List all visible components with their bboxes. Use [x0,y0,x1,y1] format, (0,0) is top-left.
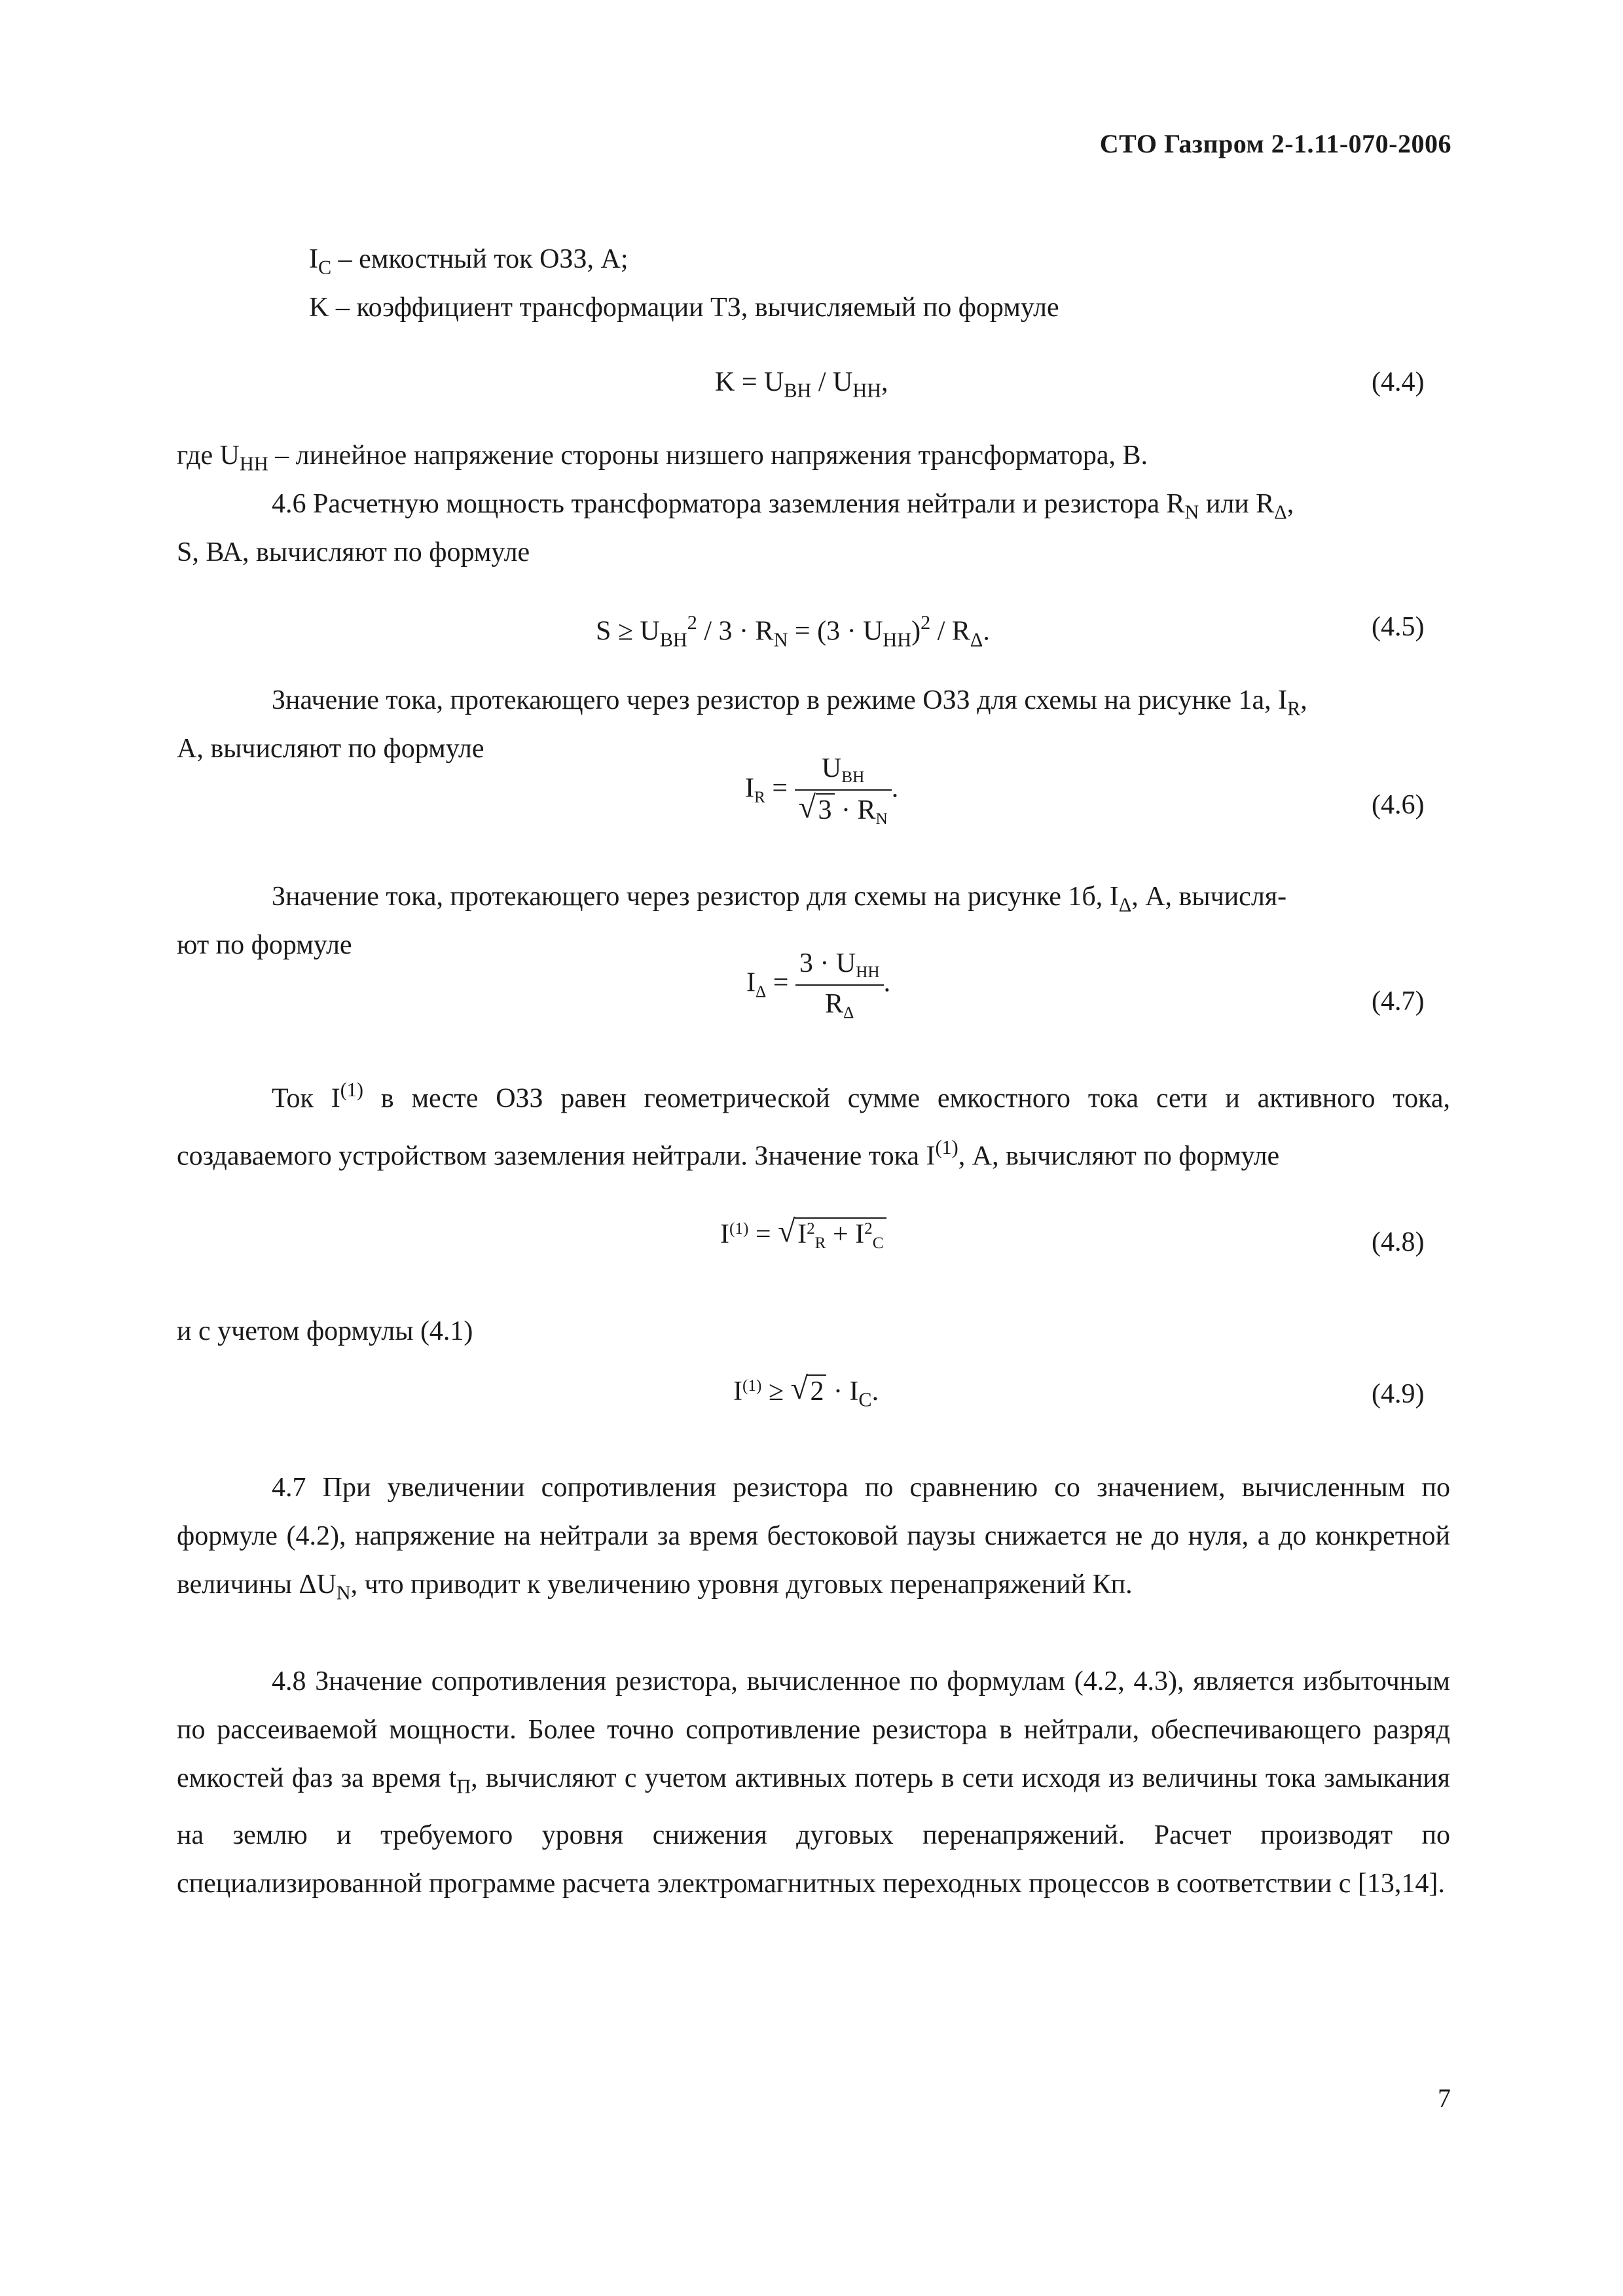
document-header: СТО Газпром 2-1.11-070-2006 [1099,129,1451,158]
reference-line: и с учетом формулы (4.1) [177,1316,473,1346]
formula-4-5: $S \ge U_{ВН}^2 / 3 \cdot R_N = (3 \cdot U_{НН})^2 / R_\Delta$. [596,611,990,651]
formula-number: (4.9) [1372,1379,1425,1409]
fraction: $\frac{3 \cdot U_{НН}}{R_\Delta}$ [795,948,884,1022]
paragraph-4-8: 4.8 Значение сопротивления резистора, вычисленное по формулам (4.2, 4.3), является избыточным по рассеиваемой мощности. Более точно сопротивление резистора в нейтрали, обеспечивающего разряд емкостей фаз за время $t_П$, вычисляют с учетом активных потерь в сети исходя из величины тока замыкания на землю и требуемого уровня снижения дуговых перенапряжений. Расчет производят по специализированной программе расчета электромагнитных переходных процессов в соответствии с [13,14]. [177,1666,1450,1899]
paragraph-4-7: 4.7 При увеличении сопротивления резистора по сравнению со значением, вычисленным по формуле (4.2), напряжение на нейтрали за время бестоковой паузы снижается не до нуля, а до конкретной величины $\Delta U_N$, что приводит к увеличению уровня дуговых перенапряжений Кп. [177,1473,1450,1604]
paragraph-4-6-line1: 4.6 Расчетную мощность трансформатора заземления нейтрали и резистора $R_N$ или $R_\Delta$, [272,489,1294,524]
paragraph-ir-line1: Значение тока, протекающего через резистор в режиме ОЗЗ для схемы на рисунке 1а, $I_R$, [272,685,1307,720]
page-number: 7 [1438,2083,1451,2113]
fraction: $U_{ВН}$ √ $3 \cdot R_N$ [795,753,892,829]
paragraph-ir-line2: А, вычисляют по формуле [177,734,484,764]
definition-ic: $I_C$ – емкостный ток ОЗЗ, А; [309,244,629,279]
definition-k: K – коэффициент трансформации ТЗ, вычисляемый по формуле [309,293,1059,323]
paragraph-id-line1: Значение тока, протекающего через резистор для схемы на рисунке 1б, $I_\Delta$, А, вычисля- [272,882,1287,916]
paragraph-current: Ток $I^{(1)}$ в месте ОЗЗ равен геометрической сумме емкостного тока сети и активного тока, создаваемого устройством заземления нейтрали. Значение тока $I^{(1)}$, А, вычисляют по формуле [177,1079,1450,1172]
formula-number: (4.4) [1372,367,1425,397]
formula-number: (4.8) [1372,1227,1425,1257]
formula-4-4: $K = U_{ВН} / U_{НН}$, [715,367,888,402]
formula-number: (4.7) [1372,986,1425,1016]
formula-4-6: $I_R$ = $U_{ВН}$ √ $3 \cdot R_N$ . [745,753,899,829]
formula-4-7: $I_\Delta$ = $\frac{3 \cdot U_{НН}}{R_\Delta}$ . [746,948,891,1022]
definition-unn: где $U_{НН}$ – линейное напряжение стороны низшего напряжения трансформатора, В. [177,440,1148,475]
paragraph-id-line2: ют по формуле [177,930,352,960]
square-root: √ $I^2_R + I^2_C$ [778,1217,886,1253]
paragraph-4-6-line2: S, ВА, вычисляют по формуле [177,537,530,567]
formula-number: (4.5) [1372,612,1425,642]
formula-4-8: $I^{(1)}$ = √ $I^2_R + I^2_C$ [720,1217,886,1253]
formula-number: (4.6) [1372,790,1425,820]
formula-4-9: $I^{(1)}$ ≥ √ $2 \cdot I_C$. [733,1371,879,1411]
